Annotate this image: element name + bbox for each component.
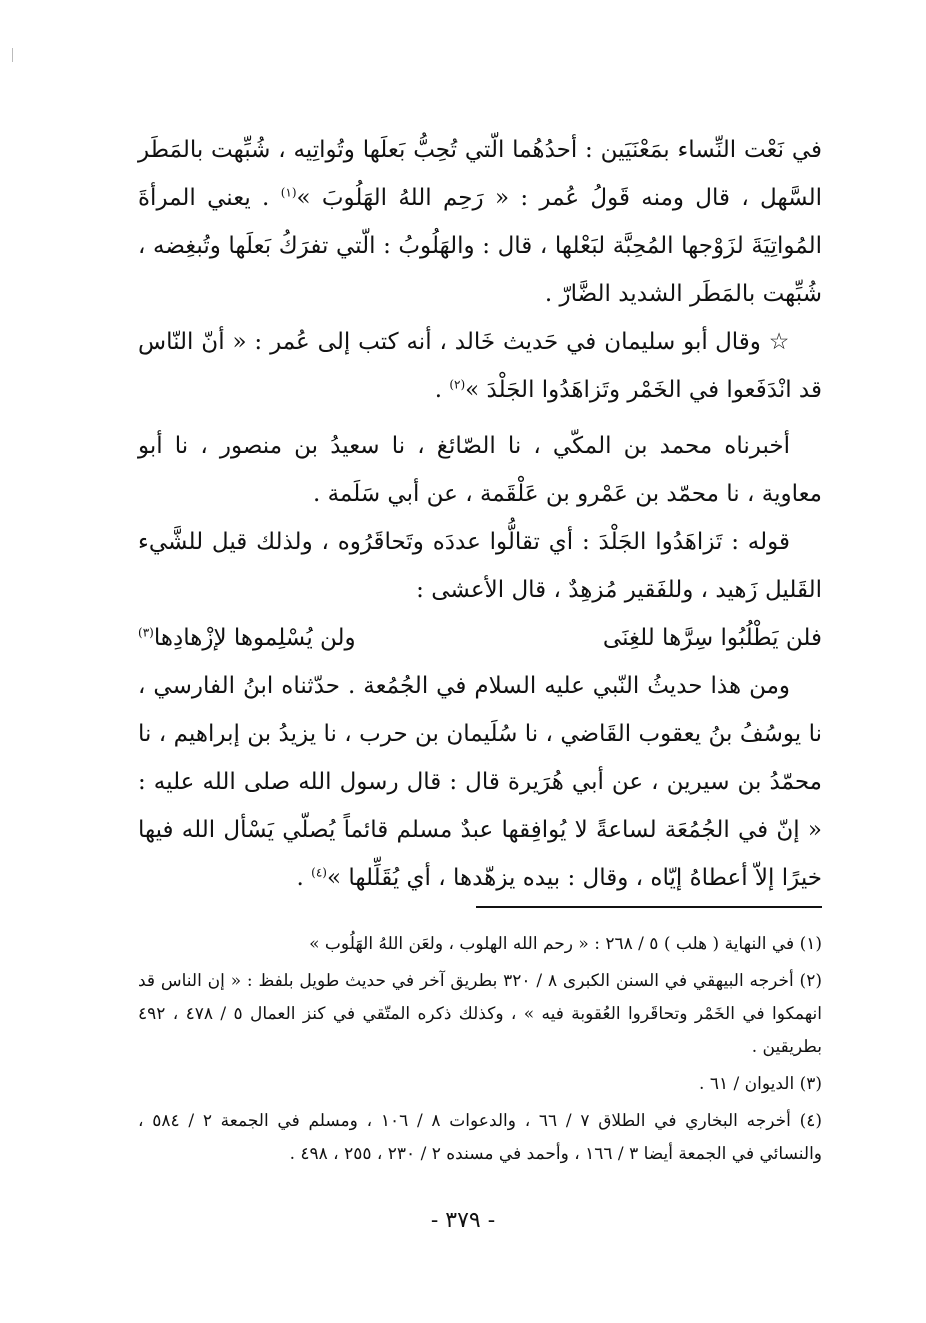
footnote-4: (٤) أخرجه البخاري في الطلاق ٧ / ٦٦ ، والدعوات ٨ / ١٠٦ ، ومسلم في الجمعة ٢ / ٥٨٤ ، والنسائي في الجمعة أيضا ٣ / ١٦٦ ، وأحمد في مسنده ٢ / ٢٣٠ ، ٢٥٥ ، ٤٩٨ . — [138, 1111, 822, 1164]
footnote-separator — [476, 906, 822, 908]
star-icon: ☆ — [768, 329, 790, 355]
footnote-ref-1: (١) — [280, 185, 297, 200]
footnote-3: (٣) الديوان / ٦١ . — [699, 1074, 822, 1094]
footnote-2: (٢) أخرجه البيهقي في السنن الكبرى ٨ / ٣٢٠ بطريق آخر في حديث طويل بلفظ : « إن الناس قد انهمكوا في الخَمْر وتحاقَروا العُقوبة فيه » ، وكذلك ذكره المتّقي في كنز العمال ٥ / ٤٧٨ ، ٤٩٢ بطريقين . — [138, 971, 822, 1057]
paragraph-1-tail: . يعني المرأةَ المُواتِيَةَ لزَوْجها المُحِبَّة لبَعْلها ، قال : والهَلُوبُ : الّتي تفرَكُ بَعلَها وتُبغِضه ، شُبِّهت بالمَطَر الشديد الضَّارّ . — [138, 185, 822, 307]
page-number: - ٣٧٩ - — [430, 1208, 496, 1233]
paragraph-2-text: وقال أبو سليمان في حَديث خَالد ، أنه كتب إلى عُمر : « أنّ النّاس قد انْدَفَعوا في الخَمْر وتَزاهَدُوا الجَلْدَ » — [138, 329, 822, 403]
paragraph-2 — [138, 318, 822, 414]
verse-hemistich-2 — [138, 614, 468, 662]
paragraph-5-end: . — [296, 865, 304, 891]
footnote-ref-4: (٤) — [311, 865, 327, 880]
verse-hemistich-2-text: ولن يُسْلِموها لإزْهادِها — [153, 625, 356, 651]
verse-hemistich-1: فلن يَطْلُبُوا سِرَّها للغِنَى — [602, 625, 822, 651]
paragraph-5-text: ومن هذا حديثُ النّبي عليه السلام في الجُمُعة . حدّثناه ابنُ الفارسي ، نا يوسُفُ بنُ يعقوب القَاضي ، نا سُلَيمان بن حرب ، نا يزيدُ بن إبراهيم ، نا محمّدُ بن سيرين ، عن أبي هُرَيرة قال : قال رسول الله صلى الله عليه : « إنّ في الجُمُعَة لساعةً لا يُوافِقها عبدٌ مسلم قائماً يُصلّي يَسْأل الله فيها خيرًا إلاّ أعطاهُ إيّاه ، وقال : بيده يزهّدها ، أي يُقَلِّلها » — [138, 673, 822, 891]
footnote-1: (١) في النهاية ( هلب ) ٥ / ٢٦٨ : « رحم الله الهلوب ، ولعَن اللهُ الهَلُوب » — [309, 934, 822, 954]
paragraph-4: قوله : تَزاهَدُوا الجَلْدَ : أي تقالُّوا عددَه وتَحاقَرُوه ، ولذلك قيل للشَّيء القَليل زَهيد ، وللفَقير مُزهِدٌ ، قال الأعشى : — [138, 529, 822, 603]
paragraph-1-text: في نَعْت النِّساء بمَعْنَيَين : أحدُهُما الّتي تُحِبُّ بَعلَها وتُواتِيه ، شُبِّهت بالمَطَر السَّهل ، قال ومنه قَولُ عُمر : « رَحِم اللهُ الهَلُوبَ » — [138, 137, 822, 211]
main-text — [138, 126, 822, 902]
paragraph-5 — [138, 662, 822, 902]
paragraph-3: أخبرناه محمد بن المكّي ، نا الصّائغ ، نا سعيدُ بن منصور ، نا أبو معاوية ، نا محمّد بن عَمْرو بن عَلْقَمة ، عن أبي سَلَمة . — [138, 433, 822, 507]
scan-edge-mark — [12, 48, 13, 62]
poetry-verse — [138, 614, 822, 662]
footnote-ref-3: (٣) — [138, 625, 154, 640]
footnote-ref-2: (٢) — [449, 377, 466, 392]
footnotes — [138, 928, 822, 1175]
paragraph-1 — [138, 126, 822, 318]
paragraph-2-end: . — [434, 377, 442, 403]
